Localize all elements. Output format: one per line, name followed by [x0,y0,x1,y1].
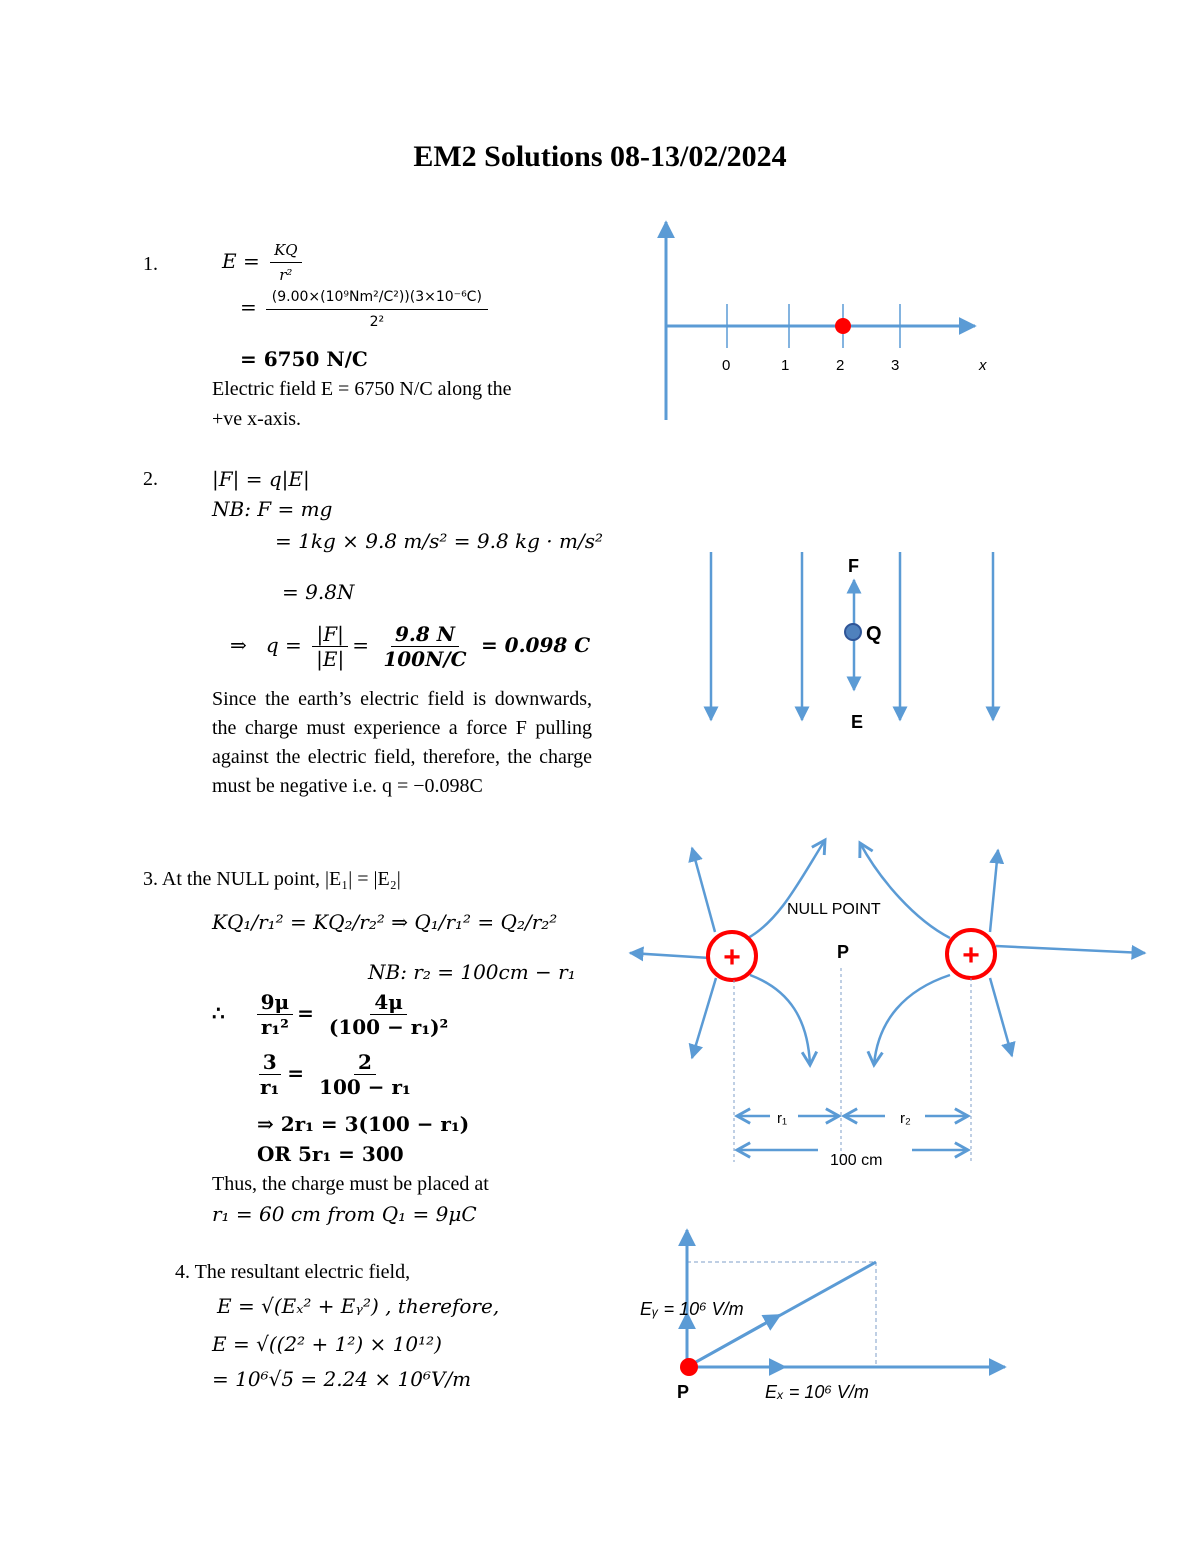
q2-frac2-num: 9.8 N [391,622,459,647]
q3-l5-den2: 100 − r₁ [319,1075,411,1099]
r2-label: r₂ [900,1110,911,1127]
page-title: EM2 Solutions 08-13/02/2024 [413,140,787,173]
q3-line1: 3. At the NULL point, |E₁| = |E₂| [143,868,401,890]
charge-label: Q [866,623,882,645]
plus-sign-q1: + [723,941,741,974]
q1-statement: Electric field E = 6750 N/C along the [212,378,512,400]
charge-q [845,624,861,640]
tick-label-0: 0 [722,357,731,374]
q1-statement-cont: +ve x-axis. [212,408,302,430]
q3-l4-den1: r₁² [260,1015,289,1039]
therefore-symbol: ∴ [212,1001,225,1025]
resultant-vector [687,1315,780,1367]
q2-frac1-num: |F| [312,622,347,647]
q3-line9: r₁ = 60 cm from Q₁ = 9μC [212,1202,477,1226]
point-p-label-fig4: P [677,1382,690,1402]
guide-lines [734,968,971,1162]
x-axis-label: x [979,357,987,374]
q4-line4: = 10⁶√5 = 2.24 × 10⁶V/m [212,1367,472,1391]
q1-lhs: E = [222,249,260,273]
q2-explanation: Since the earth’s electric field is downwards, the charge must experience a force F pulling against the electric field, therefore, the charge must be negative i.e. q = −0.098C [212,688,592,797]
q3-line6: ⇒ 2r₁ = 3(100 − r₁) [257,1112,470,1136]
q3-line7: OR 5r₁ = 300 [257,1142,404,1166]
q2-line1: |F| = q|E| [212,467,310,491]
q2-line5: ⇒ q = $\frac{|F|}{|E|}$ = $\frac{9.8 N}{100N/C}$ = 0.098 C [230,622,591,671]
q1-result: = 6750 N/C [240,347,368,371]
point-charge [835,318,851,334]
q3-l5-num2: 2 [354,1050,376,1075]
q3-line3: NB: r₂ = 100cm − r₁ [368,960,576,984]
tick-label-3: 3 [891,357,900,374]
q4-line2: E = √(Eₓ² + Eᵧ²) , therefore, [217,1294,500,1318]
force-label: F [848,556,859,576]
q2-line4: = 9.8N [282,580,355,604]
q1-num: KQ [270,238,302,263]
q2-implies: ⇒ [230,633,247,657]
q3-line4: ∴ $\frac{9\mu}{\text{r₁²}}$ = $\frac{4\mu}{\text{(100 − r₁)²}}$ [212,990,456,1039]
q3-line8: Thus, the charge must be placed at [212,1173,489,1195]
field-label: E [851,712,864,732]
figure-4-components [640,1230,1005,1402]
q2-result: = 0.098 C [480,633,591,657]
q2-line2: NB: F = mg [212,497,333,521]
distance-label: 100 cm [830,1152,883,1169]
ey-label: Eᵧ = 10⁶ V/m [640,1299,744,1319]
ex-label: Eₓ = 10⁶ V/m [765,1382,869,1402]
q3-l4-num1: 9μ [257,990,294,1015]
figure-1-axis [666,222,987,420]
point-p [680,1358,698,1376]
q3-l5-den1: r₁ [260,1075,280,1099]
q1-number: 1. [143,253,158,275]
q2-line3: = 1kg × 9.8 m/s² = 9.8 kg · m/s² [275,529,603,553]
q1-sub-num: (9.00×(10⁹Nm²/C²))(3×10⁻⁶C) [266,285,488,310]
plus-sign-q2: + [962,939,980,972]
q3-l4-den2: (100 − r₁)² [328,1015,449,1039]
q3-l5-num1: 3 [259,1050,281,1075]
q2-frac1-den: |E| [316,647,345,671]
q3-line5: $\frac{3}{\text{r₁}}$ = $\frac{2}{\text{100 − r₁}}$ [252,1050,419,1099]
q4-line1: 4. The resultant electric field, [175,1261,411,1283]
figure-3-null-point [630,840,1145,1169]
tick-label-2: 2 [836,357,845,374]
q4-line3: E = √((2² + 1²) × 10¹²) [212,1332,442,1356]
q3-line2: KQ₁/r₁² = KQ₂/r₂² ⇒ Q₁/r₁² = Q₂/r₂² [212,910,558,934]
q1-sub-den: 2² [369,314,385,330]
figure-2-field [711,552,993,732]
q1-substitution: = $\frac{\text{(9.00×(10⁹Nm²/C²))(3×10⁻⁶C)}}{\text{2²}}$ [240,285,492,334]
q3-l4-num2: 4μ [370,990,407,1015]
q2-number: 2. [143,468,158,490]
q2-q: q = [265,633,302,657]
q2-frac2-den: 100N/C [383,647,467,671]
r1-label: r₁ [777,1110,788,1127]
q1-den: r² [279,266,293,284]
tick-label-1: 1 [781,357,790,374]
point-p-label: P [837,942,850,962]
null-point-label: NULL POINT [787,901,881,918]
